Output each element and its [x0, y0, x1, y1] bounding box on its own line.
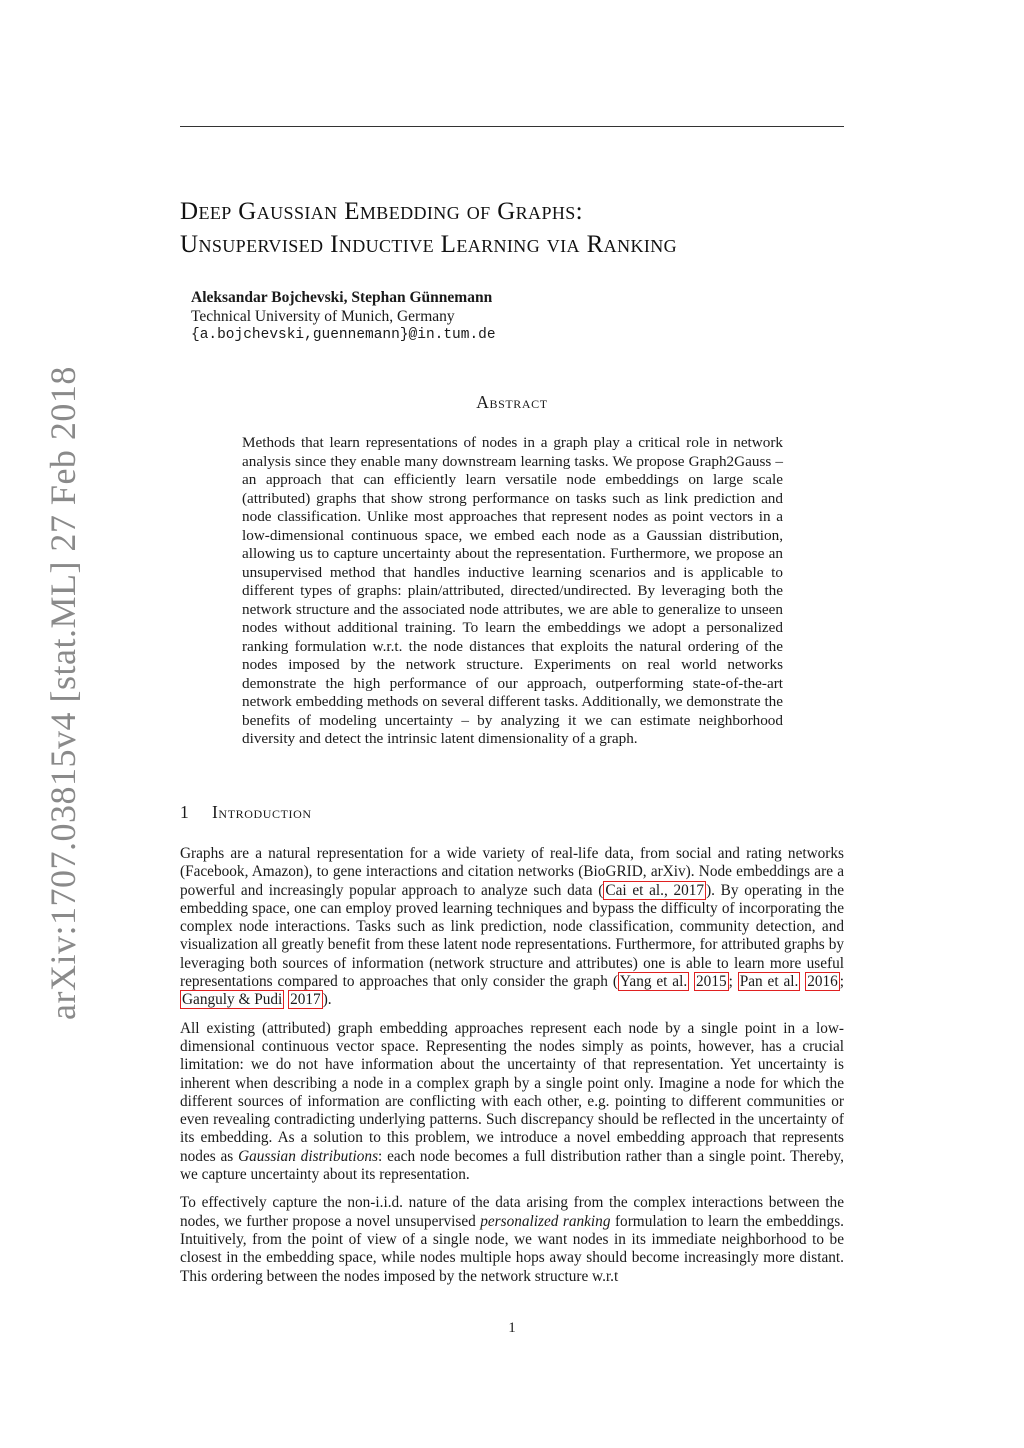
citation-link[interactable]: 2015 — [696, 973, 727, 991]
abstract-heading: Abstract — [476, 392, 548, 412]
paper-title — [180, 195, 860, 261]
author-affiliation: Technical University of Munich, Germany — [191, 308, 455, 325]
title-line-2: Unsupervised Inductive Learning via Ranking — [180, 231, 678, 258]
author-names: Aleksandar Bojchevski, Stephan Günnemann — [191, 289, 493, 306]
author-block — [191, 288, 496, 345]
title-line-1: Deep Gaussian Embedding of Graphs: — [180, 198, 584, 225]
citation-link[interactable]: Pan et al. — [739, 973, 799, 991]
introduction-body — [180, 845, 844, 1296]
emphasis-term: personalized ranking — [480, 1212, 611, 1230]
intro-paragraph-3: To effectively capture the non-i.i.d. nature of the data arising from the complex interactions between the nodes, we further propose a novel unsupervised personalized ranking formulation to learn the embeddings. Intuitively, from the point of view of a single node, we want nodes in its immediate neighborhood to be closest in the embedding space, while nodes multiple hops away should become increasingly more distant. This ordering between the nodes imposed by the network structure w.r.t — [180, 1194, 844, 1285]
intro-paragraph-1: Graphs are a natural representation for a wide variety of real-life data, from social and rating networks (Facebook, Amazon), to gene interactions and citation networks (BioGRID, arXiv). Node embeddings are a powerful and increasingly popular approach to analyze such data ( Cai et al., 2017 ). By operating in the embedding space, one can employ proved learning techniques and bypass the difficulty of incorporating the complex node interactions. Tasks such as link prediction, node classification, community detection, and visualization all greatly benefit from these latent node representations. Furthermore, for attributed graphs by leveraging both sources of information (network structure and attributes) one is able to learn more useful representations compared to approaches that only consider the graph ( Yang et al. 2015 ; Pan et al. 2016 ; Ganguly & Pudi 2017 ). — [180, 845, 845, 1009]
page-number: 1 — [508, 1320, 516, 1336]
citation-link[interactable]: 2016 — [807, 973, 838, 991]
emphasis-term: Gaussian distributions — [238, 1147, 379, 1165]
section-heading-introduction — [180, 802, 312, 823]
author-email: {a.bojchevski,guennemann}@in.tum.de — [191, 327, 496, 343]
section-number: 1 — [180, 802, 190, 822]
abstract-text: Methods that learn representations of nodes in a graph play a critical role in network analysis since they enable many downstream learning tasks. We propose Graph2Gauss – an approach that can efficiently learn versatile node embeddings on large scale (attributed) graphs that show strong performance on tasks such as link prediction and node classification. Unlike most approaches that represent nodes as point vectors in a low-dimensional continuous space, we embed each node as a Gaussian distribution, allowing us to capture uncertainty about the representation. Furthermore, we propose an unsupervised method that handles inductive learning scenarios and is applicable to different types of graphs: plain/attributed, directed/undirected. By leveraging both the network structure and the associated node attributes, we are able to generalize to unseen nodes without additional training. To learn the embeddings we adopt a personalized ranking formulation w.r.t. the node distances that exploits the natural ordering of the nodes imposed by the network structure. Experiments on real world networks demonstrate the high performance of our approach, outperforming state-of-the-art network embedding methods on several different tasks. Additionally, we demonstrate the benefits of modeling uncertainty – by analyzing it we can estimate neighborhood diversity and detect the intrinsic latent dimensionality of a graph. — [242, 434, 783, 747]
citation-link[interactable]: Ganguly & Pudi — [182, 991, 283, 1009]
section-title: Introduction — [212, 802, 312, 822]
intro-paragraph-2: All existing (attributed) graph embedding approaches represent each node by a single point in a low-dimensional continuous vector space. Representing the nodes simply as points, however, has a crucial limitation: we do not have information about the uncertainty of that representation. Yet uncertainty is inherent when describing a node in a complex graph by a single point only. Imagine a node for which the different sources of information are conflicting with each other, e.g. pointing to different communities or even revealing contradicting underlying patterns. Such discrepancy should be reflected in the uncertainty of its embedding. As a solution to this problem, we introduce a novel embedding approach that represents nodes as Gaussian distributions: each node becomes a full distribution rather than a single point. Thereby, we capture uncertainty about its representation. — [180, 1019, 844, 1184]
arxiv-identifier: arXiv:1707.03815v4 [stat.ML] 27 Feb 2018 — [43, 366, 83, 1020]
citation-link[interactable]: 2017 — [290, 991, 321, 1009]
header-rule — [180, 126, 844, 127]
citation-link[interactable]: Cai et al., 2017 — [605, 881, 705, 899]
citation-link[interactable]: Yang et al. — [619, 973, 688, 991]
